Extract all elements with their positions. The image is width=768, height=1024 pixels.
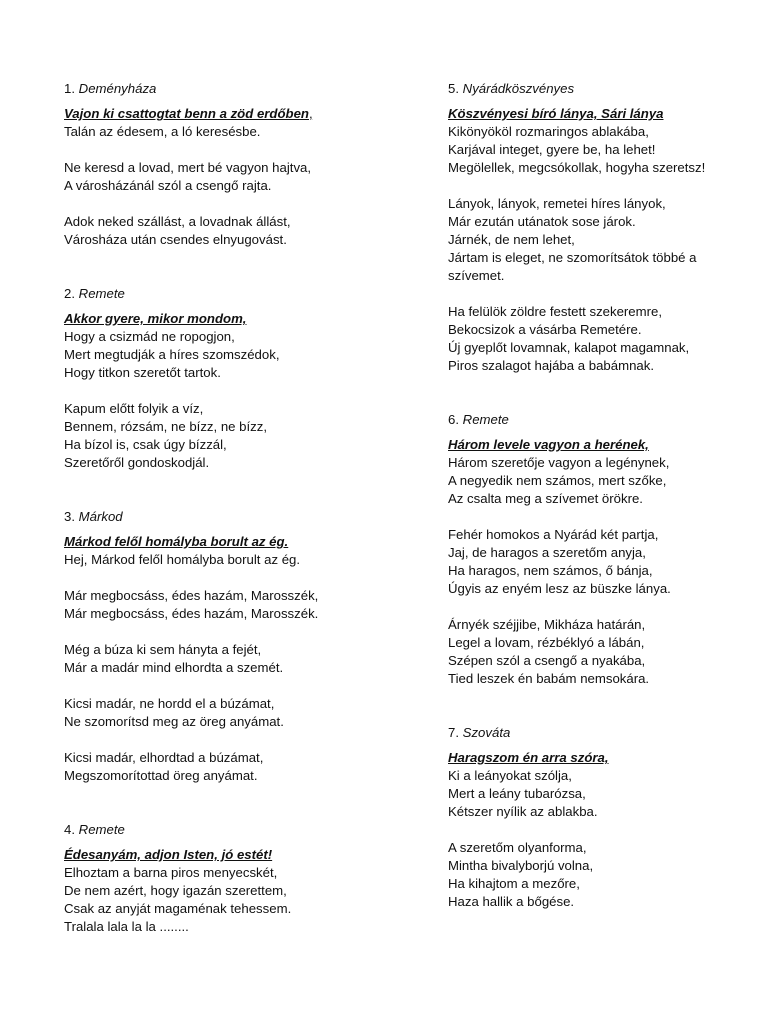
song-first-line-text: Édesanyám, adjon Isten, jó estét! [64,847,273,862]
song-number: 1. [64,81,75,96]
verse-line: Ha kihajtom a mezőre, [448,876,580,891]
verse-line: De nem azért, hogy igazán szerettem, [64,883,287,898]
song-first-line [64,105,364,123]
song-first-line [448,749,738,767]
song-first-line [448,436,738,454]
verse-line: Városháza után csendes elnyugovást. [64,232,287,247]
verse-line: Kicsi madár, elhordtad a búzámat, [64,750,264,765]
stanza [64,641,364,677]
song-place: Márkod [78,509,123,524]
verse-line: Bekocsizok a vásárba Remetére. [448,322,642,337]
verse-line: Hej, Márkod felől homályba borult az ég. [64,552,301,567]
verse-line: Ha felülök zöldre festett szekeremre, [448,304,663,319]
song-gap [448,375,738,411]
song-1 [64,80,364,249]
stanza [448,454,738,508]
song-number: 4. [64,822,75,837]
stanza [64,864,364,936]
song-first-line-text: Köszvényesi bíró lánya, Sári lánya [448,106,664,121]
stanza-gap [448,598,738,616]
song-first-line-trail: , [308,106,313,121]
song-number: 7. [448,725,459,740]
verse-line: Tied leszek én babám nemsokára. [448,671,650,686]
song-heading [448,724,738,742]
verse-line: Szeretőről gondoskodjál. [64,455,210,470]
song-3 [64,508,364,785]
verse-line: Kicsi madár, ne hordd el a búzámat, [64,696,275,711]
stanza [448,839,738,911]
song-first-line-text: Márkod felől homályba borult az ég. [64,534,289,549]
song-6 [448,411,738,688]
verse-line: Kétszer nyílik az ablakba. [448,804,598,819]
song-4 [64,821,364,936]
verse-line: Szépen szól a csengő a nyakába, [448,653,646,668]
verse-line: Megölellek, megcsókollak, hogyha szeretsz! [448,160,706,175]
song-gap [64,472,364,508]
verse-line: Ne keresd a lovad, mert bé vagyon hajtva, [64,160,312,175]
verse-line: Elhoztam a barna piros menyecskét, [64,865,278,880]
verse-line: Talán az édesem, a ló keresésbe. [64,124,261,139]
verse-line: A szeretőm olyanforma, [448,840,587,855]
verse-line: Jártam is eleget, ne szomorítsátok többé a [448,250,697,265]
stanza-gap [64,382,364,400]
stanza-gap [448,177,738,195]
right-column [448,80,738,911]
song-heading [448,80,738,98]
verse-line: Mert megtudják a híres szomszédok, [64,347,280,362]
verse-line: Három szeretője vagyon a legénynek, [448,455,670,470]
verse-line: A városházánál szól a csengő rajta. [64,178,272,193]
verse-line: A negyedik nem számos, mert szőke, [448,473,667,488]
verse-line: Mert a leány tubarózsa, [448,786,586,801]
verse-line: Az csalta meg a szívemet örökre. [448,491,643,506]
verse-line: Karjával integet, gyere be, ha lehet! [448,142,656,157]
song-number: 2. [64,286,75,301]
song-place: Nyárádköszvényes [462,81,575,96]
song-first-line [64,846,364,864]
verse-line: Legel a lovam, rézbéklyó a lábán, [448,635,645,650]
stanza-gap [64,623,364,641]
song-heading [64,80,364,98]
verse-line: Jaj, de haragos a szeretőm anyja, [448,545,646,560]
verse-line: Tralala lala la la ........ [64,919,189,934]
song-2 [64,285,364,472]
verse-line: Ha bízol is, csak úgy bízzál, [64,437,227,452]
verse-line: Adok neked szállást, a lovadnak állást, [64,214,291,229]
verse-line: Hogy titkon szeretőt tartok. [64,365,221,380]
verse-line: Megszomorítottad öreg anyámat. [64,768,258,783]
verse-line: Ne szomorítsd meg az öreg anyámat. [64,714,284,729]
verse-line: Már megbocsáss, édes hazám, Marosszék, [64,588,319,603]
verse-line: Bennem, rózsám, ne bízz, ne bízz, [64,419,268,434]
song-gap [64,249,364,285]
stanza [448,195,738,285]
stanza [64,213,364,249]
verse-line: Még a búza ki sem hányta a fejét, [64,642,262,657]
song-number: 6. [448,412,459,427]
stanza [64,123,364,141]
stanza-gap [64,569,364,587]
song-place: Remete [78,822,125,837]
left-column [64,80,364,936]
stanza-gap [64,731,364,749]
verse-line: Ha haragos, nem számos, ő bánja, [448,563,653,578]
stanza [64,749,364,785]
stanza [448,616,738,688]
stanza-gap [64,195,364,213]
verse-line: Árnyék széjjibe, Mikháza határán, [448,617,646,632]
stanza [448,767,738,821]
stanza [448,303,738,375]
song-first-line [64,310,364,328]
verse-line: Piros szalagot hajába a babámnak. [448,358,655,373]
stanza-gap [448,821,738,839]
song-heading [448,411,738,429]
verse-line: Mintha bivalyborjú volna, [448,858,594,873]
song-heading [64,285,364,303]
stanza [64,695,364,731]
song-first-line-text: Vajon ki csattogtat benn a zöd erdőben [64,106,309,121]
stanza [64,328,364,382]
song-place: Remete [462,412,509,427]
song-place: Remete [78,286,125,301]
verse-line: Lányok, lányok, remetei híres lányok, [448,196,666,211]
song-number: 5. [448,81,459,96]
verse-line: Már ezután utánatok sose járok. [448,214,636,229]
song-heading [64,821,364,839]
song-gap [448,688,738,724]
verse-line: Úgyis az enyém lesz az büszke lánya. [448,581,671,596]
song-first-line [64,533,364,551]
stanza [448,123,738,177]
verse-line: Fehér homokos a Nyárád két partja, [448,527,659,542]
stanza [64,400,364,472]
song-heading [64,508,364,526]
song-7 [448,724,738,911]
verse-line: Már megbocsáss, édes hazám, Marosszék. [64,606,319,621]
verse-line: szívemet. [448,268,505,283]
song-first-line-text: Akkor gyere, mikor mondom, [64,311,247,326]
verse-line: Már a madár mind elhordta a szemét. [64,660,284,675]
song-gap [64,785,364,821]
stanza [64,551,364,569]
verse-line: Új gyeplőt lovamnak, kalapot magamnak, [448,340,690,355]
stanza-gap [64,141,364,159]
stanza [64,587,364,623]
verse-line: Csak az anyját magaménak tehessem. [64,901,292,916]
song-5 [448,80,738,375]
stanza [64,159,364,195]
song-first-line-text: Három levele vagyon a herének, [448,437,649,452]
verse-line: Ki a leányokat szólja, [448,768,572,783]
verse-line: Kapum előtt folyik a víz, [64,401,204,416]
song-first-line-text: Haragszom én arra szóra, [448,750,609,765]
stanza-gap [64,677,364,695]
verse-line: Kikönyököl rozmaringos ablakába, [448,124,649,139]
verse-line: Járnék, de nem lehet, [448,232,575,247]
stanza-gap [448,285,738,303]
verse-line: Hogy a csizmád ne ropogjon, [64,329,235,344]
song-first-line [448,105,738,123]
song-place: Szováta [462,725,511,740]
song-place: Deményháza [78,81,157,96]
song-number: 3. [64,509,75,524]
stanza [448,526,738,598]
stanza-gap [448,508,738,526]
verse-line: Haza hallik a bőgése. [448,894,575,909]
